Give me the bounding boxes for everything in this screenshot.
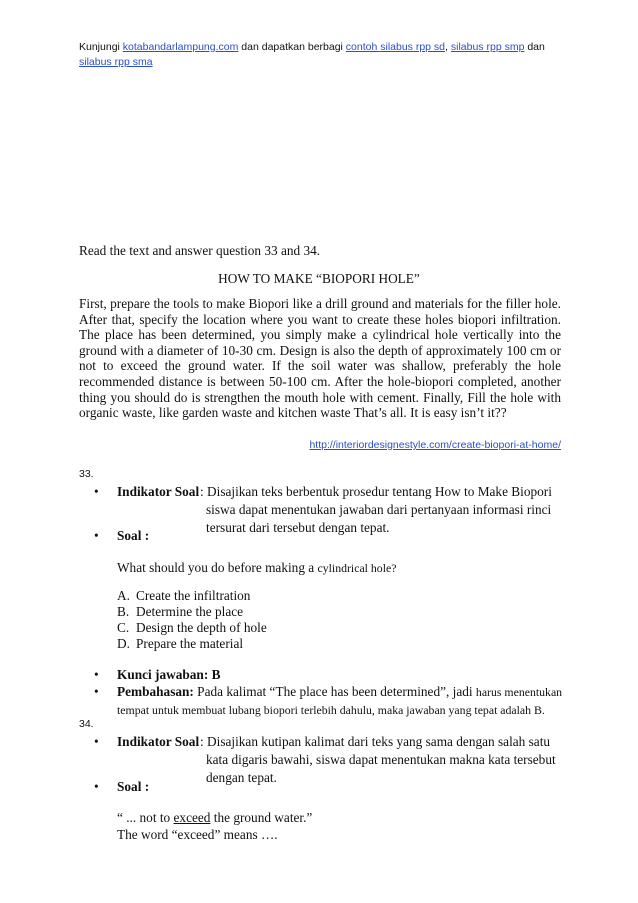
question-33-number: 33. bbox=[79, 468, 94, 480]
reading-passage: First, prepare the tools to make Biopori like a drill ground and materials for the filler hole. After that, specify the location where you want to create these holes biopori infiltration. The place has been determined, you simply make a cylindrical hole vertically into the ground with a diameter of 10-30 cm. Design is also the depth of approximately 100 cm or not to exceed the ground water. If the soil water was shallow, preferably the hole recommended distance is between 50-100 cm. After the hole-biopori completed, another thing you should do is strengthen the mouth hole with cement. Finally, Fill the hole with organic waste, like garden waste and kitchen waste That’s all. It is easy isn’t it?? bbox=[79, 296, 561, 421]
q33-soal-label: Soal : bbox=[117, 528, 150, 543]
q34-quote bbox=[117, 810, 312, 826]
link-silabus-sd[interactable]: contoh silabus rpp sd bbox=[345, 41, 446, 53]
header-prefix: Kunjungi bbox=[79, 41, 123, 53]
bullet-icon: • bbox=[94, 779, 99, 794]
page-header bbox=[79, 40, 569, 70]
link-silabus-smp[interactable]: silabus rpp smp bbox=[450, 41, 525, 53]
link-silabus-sma[interactable]: silabus rpp sma bbox=[79, 56, 153, 68]
link-kotabandarlampung[interactable]: kotabandarlampung.com bbox=[122, 41, 239, 53]
option-letter: B. bbox=[117, 604, 130, 619]
option-text: Determine the place bbox=[136, 604, 244, 619]
q33-option-b bbox=[117, 604, 243, 620]
source-link[interactable]: http://interiordesignestyle.com/create-biopori-at-home/ bbox=[309, 439, 561, 451]
q33-question bbox=[117, 560, 396, 576]
q34-indikator-label: Indikator Soal bbox=[117, 734, 200, 749]
q33-question-main: What should you do before making a bbox=[117, 560, 318, 575]
intro-instruction: Read the text and answer question 33 and 34. bbox=[79, 243, 321, 258]
bullet-icon: • bbox=[94, 667, 99, 682]
q33-option-a bbox=[117, 588, 250, 604]
q34-soal-label: Soal : bbox=[117, 779, 150, 794]
q33-indikator-line2: siswa dapat menentukan jawaban dari pertanyaan informasi rinci bbox=[206, 502, 552, 517]
q33-question-small: cylindrical hole? bbox=[317, 561, 397, 575]
q33-pembahasan-text: Pada kalimat “The place has been determined”, jadi bbox=[193, 684, 476, 699]
q33-indikator-line3: tersurat dari tersebut dengan tepat. bbox=[206, 520, 390, 535]
q33-option-c bbox=[117, 620, 267, 636]
q34-quote-pre: “ ... not to bbox=[117, 810, 174, 825]
bullet-icon: • bbox=[94, 484, 99, 499]
bullet-icon: • bbox=[94, 734, 99, 749]
text-title: HOW TO MAKE “BIOPORI HOLE” bbox=[218, 271, 420, 286]
option-text: Design the depth of hole bbox=[136, 620, 267, 635]
q33-pembahasan-small: harus menentukan bbox=[475, 685, 563, 699]
q34-indikator-line1: : Disajikan kutipan kalimat dari teks yang sama dengan salah satu bbox=[200, 734, 551, 749]
q33-indikator-label: Indikator Soal bbox=[117, 484, 200, 499]
header-dan: dan bbox=[524, 41, 545, 53]
q33-option-d bbox=[117, 636, 243, 652]
q33-pembahasan-line1 bbox=[117, 684, 562, 700]
option-letter: C. bbox=[117, 620, 130, 635]
option-letter: A. bbox=[117, 588, 130, 603]
question-34-number: 34. bbox=[79, 718, 94, 730]
q33-pembahasan-label: Pembahasan: bbox=[117, 684, 194, 699]
bullet-icon: • bbox=[94, 684, 99, 699]
header-mid: dan dapatkan berbagi bbox=[238, 41, 346, 53]
q34-indikator-line3: dengan tepat. bbox=[206, 770, 277, 785]
q34-quote-underlined-word: exceed bbox=[173, 810, 211, 825]
option-text: Prepare the material bbox=[136, 636, 244, 651]
bullet-icon: • bbox=[94, 528, 99, 543]
q34-question: The word “exceed” means …. bbox=[117, 827, 278, 842]
q33-kunci-jawaban: Kunci jawaban: B bbox=[117, 667, 221, 682]
q34-indikator-line2: kata digaris bawahi, siswa dapat menentukan makna kata tersebut bbox=[206, 752, 556, 767]
header-comma: , bbox=[445, 41, 451, 53]
option-text: Create the infiltration bbox=[136, 588, 251, 603]
option-letter: D. bbox=[117, 636, 130, 651]
q33-pembahasan-line2: tempat untuk membuat lubang biopori terlebih dahulu, maka jawaban yang tepat adalah B. bbox=[117, 703, 545, 717]
q34-quote-post: the ground water.” bbox=[210, 810, 313, 825]
q33-indikator-line1: : Disajikan teks berbentuk prosedur tentang How to Make Biopori bbox=[200, 484, 552, 499]
